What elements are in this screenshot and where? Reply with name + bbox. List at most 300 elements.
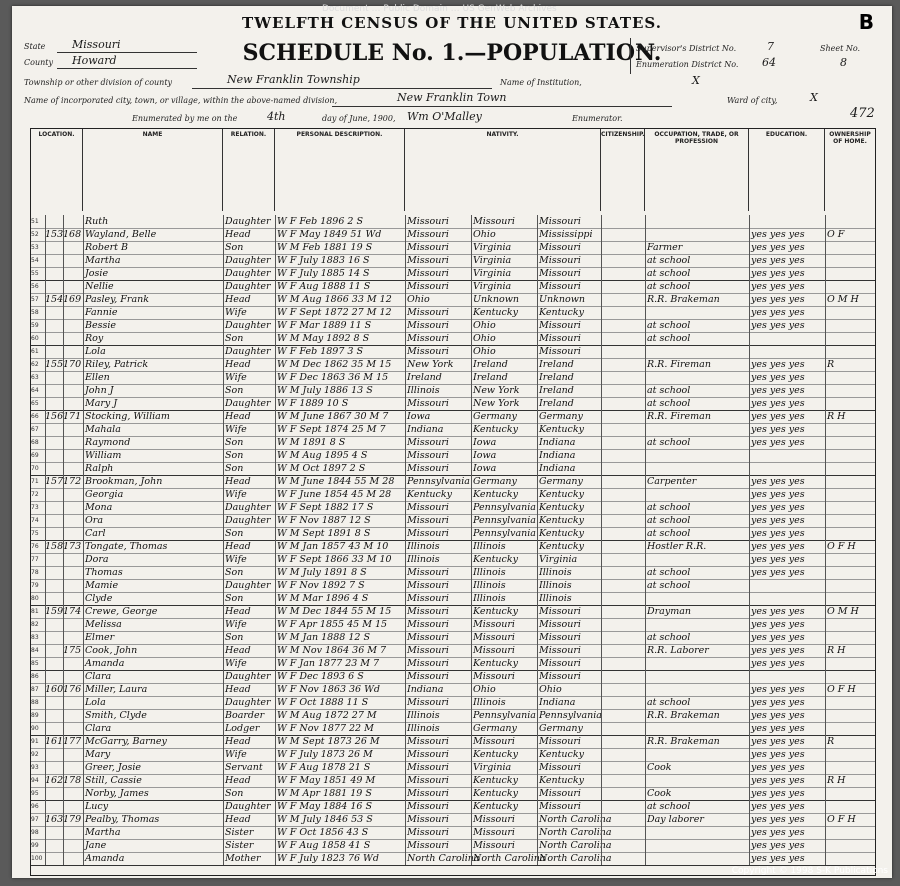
cell-b2: Kentucky	[473, 749, 518, 760]
cell-b2: Kentucky	[473, 424, 518, 435]
cell-desc: W F Dec 1893 6 S	[277, 671, 364, 682]
cell-line: 65	[31, 400, 39, 407]
cell-b1: Missouri	[407, 229, 449, 240]
cell-own	[827, 306, 875, 319]
cell-name: Ellen	[85, 372, 110, 383]
census-title: TWELFTH CENSUS OF THE UNITED STATES.	[242, 14, 662, 32]
cell-b3: Kentucky	[539, 502, 584, 513]
cell-edu: yes yes yes	[751, 827, 805, 838]
cell-name: Roy	[85, 333, 104, 344]
column-rule	[601, 215, 602, 865]
cell-desc: W M May 1892 8 S	[277, 333, 370, 344]
cell-name: Cook, John	[85, 645, 138, 656]
cell-desc: W M Mar 1896 4 S	[277, 593, 369, 604]
cell-name: Lola	[85, 697, 106, 708]
cell-occ: at school	[647, 437, 691, 448]
cell-line: 89	[31, 712, 39, 719]
cell-name: Josie	[85, 268, 109, 279]
cell-dw: 160	[45, 684, 64, 695]
cell-desc: W M Apr 1881 19 S	[277, 788, 372, 799]
cell-dw	[45, 501, 63, 514]
cell-b2: Kentucky	[473, 775, 518, 786]
cell-fam	[63, 631, 83, 644]
cell-own	[827, 852, 875, 865]
cell-rel: Head	[225, 645, 251, 656]
cell-b2: Iowa	[473, 450, 497, 461]
cell-b3: Indiana	[539, 463, 576, 474]
cell-occ: Cook	[647, 788, 672, 799]
cell-name: Clyde	[85, 593, 113, 604]
cell-b3: Missouri	[539, 736, 581, 747]
cell-rel: Head	[225, 359, 251, 370]
cell-line: 68	[31, 439, 39, 446]
cell-dw	[45, 579, 63, 592]
cell-b1: Missouri	[407, 528, 449, 539]
cell-line: 88	[31, 699, 39, 706]
cell-b3: Indiana	[539, 697, 576, 708]
cell-own	[827, 241, 875, 254]
cell-desc: W M July 1846 53 S	[277, 814, 373, 825]
cell-desc: W F Sept 1882 17 S	[277, 502, 374, 513]
cell-dw	[45, 267, 63, 280]
cell-dw	[45, 462, 63, 475]
cell-b3: Missouri	[539, 788, 581, 799]
cell-desc: W F Nov 1863 36 Wd	[277, 684, 380, 695]
cell-b2: Germany	[473, 411, 517, 422]
cell-b2: Missouri	[473, 814, 515, 825]
cell-edu	[751, 670, 825, 683]
cell-fam	[63, 761, 83, 774]
cell-name: John J	[85, 385, 114, 396]
cell-name: Ora	[85, 515, 103, 526]
cell-rel: Daughter	[225, 398, 271, 409]
cell-b2: Virginia	[473, 242, 512, 253]
cell-fam: 176	[63, 684, 82, 695]
cell-own	[827, 722, 875, 735]
cell-occ	[647, 839, 749, 852]
cell-edu: yes yes yes	[751, 801, 805, 812]
cell-occ	[647, 774, 749, 787]
township-value: New Franklin Township	[227, 73, 360, 86]
cell-rel: Daughter	[225, 671, 271, 682]
cell-fam	[63, 553, 83, 566]
cell-own: R	[827, 359, 835, 370]
cell-dw	[45, 254, 63, 267]
cell-dw	[45, 670, 63, 683]
page-corner-number: 472	[850, 106, 875, 121]
cell-name: Mary J	[85, 398, 118, 409]
cell-name: Fannie	[85, 307, 118, 318]
cell-line: 93	[31, 764, 39, 771]
cell-rel: Head	[225, 775, 251, 786]
cell-b1: Illinois	[407, 723, 440, 734]
cell-b2: Illinois	[473, 567, 506, 578]
cell-fam	[63, 839, 83, 852]
column-rule	[223, 215, 224, 865]
cell-b1: Missouri	[407, 801, 449, 812]
cell-edu: yes yes yes	[751, 853, 805, 864]
cell-edu: yes yes yes	[751, 255, 805, 266]
enumeration-label: Enumeration District No.	[636, 60, 739, 69]
cell-fam	[63, 579, 83, 592]
cell-own	[827, 501, 875, 514]
cell-rel: Daughter	[225, 268, 271, 279]
institution-value: X	[692, 74, 700, 87]
cell-fam: 175	[63, 645, 82, 656]
cell-desc: W M Sept 1891 8 S	[277, 528, 371, 539]
cell-dw	[45, 852, 63, 865]
cell-b3: North Carolina	[539, 853, 612, 864]
cell-line: 62	[31, 361, 39, 368]
cell-rel: Daughter	[225, 515, 271, 526]
cell-occ	[647, 306, 749, 319]
cell-fam	[63, 748, 83, 761]
cell-edu: yes yes yes	[751, 242, 805, 253]
cell-name: Pealby, Thomas	[85, 814, 160, 825]
cell-edu: yes yes yes	[751, 658, 805, 669]
cell-fam	[63, 709, 83, 722]
cell-b1: Kentucky	[407, 489, 452, 500]
cell-own	[827, 319, 875, 332]
cell-own	[827, 384, 875, 397]
cell-edu: yes yes yes	[751, 268, 805, 279]
sheet-no-label: Sheet No.	[820, 44, 861, 53]
cell-fam	[63, 306, 83, 319]
cell-occ: at school	[647, 268, 691, 279]
cell-name: Greer, Josie	[85, 762, 141, 773]
cell-rel: Daughter	[225, 320, 271, 331]
cell-desc: W F Feb 1897 3 S	[277, 346, 363, 357]
cell-occ	[647, 423, 749, 436]
cell-name: Ralph	[85, 463, 114, 474]
cell-dw	[45, 488, 63, 501]
cell-edu: yes yes yes	[751, 437, 805, 448]
cell-b1: Missouri	[407, 632, 449, 643]
cell-line: 64	[31, 387, 39, 394]
cell-own	[827, 527, 875, 540]
cell-b3: Missouri	[539, 333, 581, 344]
cell-name: Lola	[85, 346, 106, 357]
cell-name: William	[85, 450, 122, 461]
cell-occ	[647, 683, 749, 696]
cell-line: 90	[31, 725, 39, 732]
cell-own	[827, 592, 875, 605]
cell-b3: Kentucky	[539, 541, 584, 552]
cell-occ	[647, 488, 749, 501]
cell-rel: Sister	[225, 827, 254, 838]
cell-b2: Pennsylvania	[473, 515, 536, 526]
cell-rel: Lodger	[225, 723, 260, 734]
cell-b2: Ohio	[473, 229, 496, 240]
cell-own	[827, 748, 875, 761]
cell-edu: yes yes yes	[751, 398, 805, 409]
cell-occ	[647, 228, 749, 241]
cell-b3: Missouri	[539, 632, 581, 643]
cell-b3: North Carolina	[539, 840, 612, 851]
cell-b1: Illinois	[407, 554, 440, 565]
cell-fam	[63, 462, 83, 475]
cell-desc: W F 1889 10 S	[277, 398, 349, 409]
cell-line: 52	[31, 231, 39, 238]
cell-edu	[751, 579, 825, 592]
cell-fam	[63, 657, 83, 670]
cell-line: 82	[31, 621, 39, 628]
column-rule	[405, 215, 406, 865]
cell-b2: Kentucky	[473, 801, 518, 812]
cell-line: 81	[31, 608, 39, 615]
cell-fam: 179	[63, 814, 82, 825]
cell-name: Riley, Patrick	[85, 359, 149, 370]
cell-own: R H	[827, 775, 846, 786]
cell-occ	[647, 449, 749, 462]
cell-rel: Son	[225, 333, 244, 344]
cell-name: Mahala	[85, 424, 121, 435]
cell-rel: Wife	[225, 619, 247, 630]
cell-own	[827, 631, 875, 644]
cell-occ: at school	[647, 255, 691, 266]
cell-b2: Kentucky	[473, 307, 518, 318]
column-rule	[645, 215, 646, 865]
cell-fam	[63, 566, 83, 579]
cell-name: Melissa	[85, 619, 122, 630]
cell-dw: 161	[45, 736, 64, 747]
column-rule	[63, 215, 64, 865]
cell-own: O F H	[827, 684, 856, 695]
cell-rel: Servant	[225, 762, 263, 773]
cell-b3: Missouri	[539, 658, 581, 669]
cell-rel: Wife	[225, 372, 247, 383]
cell-dw	[45, 371, 63, 384]
cell-dw	[45, 215, 63, 228]
cell-edu	[751, 592, 825, 605]
cell-line: 53	[31, 244, 39, 251]
cell-line: 72	[31, 491, 39, 498]
cell-line: 76	[31, 543, 39, 550]
cell-fam	[63, 384, 83, 397]
cell-b2: North Carolina	[473, 853, 546, 864]
cell-occ: at school	[647, 320, 691, 331]
cell-line: 100	[31, 855, 43, 862]
cell-name: Tongate, Thomas	[85, 541, 168, 552]
cell-own	[827, 345, 875, 358]
cell-line: 83	[31, 634, 39, 641]
cell-b3: Ireland	[539, 359, 574, 370]
cell-dw: 159	[45, 606, 64, 617]
cell-occ: Hostler R.R.	[647, 541, 707, 552]
institution-label: Name of Institution,	[500, 78, 582, 87]
cell-edu: yes yes yes	[751, 697, 805, 708]
cell-own	[827, 709, 875, 722]
cell-b3: Illinois	[539, 580, 572, 591]
cell-occ: at school	[647, 801, 691, 812]
cell-edu: yes yes yes	[751, 294, 805, 305]
cell-name: Robert B	[85, 242, 128, 253]
cell-fam: 177	[63, 736, 82, 747]
cell-own	[827, 618, 875, 631]
cell-line: 56	[31, 283, 39, 290]
cell-b1: Missouri	[407, 736, 449, 747]
county-label: County	[24, 58, 53, 67]
cell-occ	[647, 553, 749, 566]
cell-fam	[63, 488, 83, 501]
cell-b2: Missouri	[473, 619, 515, 630]
cell-name: Jane	[85, 840, 107, 851]
cell-b3: Kentucky	[539, 307, 584, 318]
cell-fam	[63, 787, 83, 800]
cell-occ: at school	[647, 567, 691, 578]
cell-name: Norby, James	[85, 788, 149, 799]
cell-line: 86	[31, 673, 39, 680]
cell-b3: Kentucky	[539, 489, 584, 500]
cell-edu: yes yes yes	[751, 645, 805, 656]
column-rule	[471, 215, 472, 865]
cell-b2: Pennsylvania	[473, 528, 536, 539]
cell-own	[827, 839, 875, 852]
cell-b3: Missouri	[539, 671, 581, 682]
cell-b2: Kentucky	[473, 489, 518, 500]
cell-b2: Missouri	[473, 840, 515, 851]
col-location: LOCATION.	[31, 129, 83, 211]
cell-dw	[45, 696, 63, 709]
cell-b2: Iowa	[473, 437, 497, 448]
col-name: NAME	[83, 129, 223, 211]
copyright-notice: Copyright © 1998 S-K Publications	[731, 866, 888, 876]
cell-name: Nellie	[85, 281, 114, 292]
cell-dw	[45, 722, 63, 735]
cell-b2: Missouri	[473, 216, 515, 227]
cell-rel: Head	[225, 294, 251, 305]
cell-b3: Kentucky	[539, 775, 584, 786]
cell-edu: yes yes yes	[751, 489, 805, 500]
cell-edu: yes yes yes	[751, 541, 805, 552]
cell-b3: Missouri	[539, 762, 581, 773]
cell-b3: Missouri	[539, 268, 581, 279]
cell-fam	[63, 332, 83, 345]
sheet-no-value: 8	[840, 56, 847, 69]
cell-b3: Kentucky	[539, 749, 584, 760]
cell-own	[827, 761, 875, 774]
cell-rel: Son	[225, 242, 244, 253]
cell-line: 71	[31, 478, 39, 485]
cell-b1: Illinois	[407, 385, 440, 396]
cell-b3: Missouri	[539, 801, 581, 812]
cell-fam: 169	[63, 294, 82, 305]
cell-line: 85	[31, 660, 39, 667]
state-value: Missouri	[72, 38, 121, 51]
cell-rel: Daughter	[225, 255, 271, 266]
cell-desc: W F Oct 1856 43 S	[277, 827, 369, 838]
cell-dw	[45, 553, 63, 566]
state-label: State	[24, 42, 46, 51]
cell-dw	[45, 280, 63, 293]
cell-b1: Missouri	[407, 281, 449, 292]
cell-dw	[45, 241, 63, 254]
cell-dw: 162	[45, 775, 64, 786]
cell-rel: Wife	[225, 424, 247, 435]
cell-dw: 157	[45, 476, 64, 487]
cell-fam	[63, 618, 83, 631]
cell-b2: New York	[473, 398, 520, 409]
cell-fam	[63, 254, 83, 267]
cell-dw	[45, 527, 63, 540]
cell-fam	[63, 527, 83, 540]
cell-b2: Missouri	[473, 645, 515, 656]
cell-b2: Virginia	[473, 268, 512, 279]
cell-rel: Daughter	[225, 216, 271, 227]
cell-occ: at school	[647, 580, 691, 591]
cell-occ: Farmer	[647, 242, 683, 253]
cell-desc: W F July 1873 26 M	[277, 749, 373, 760]
cell-b1: Missouri	[407, 437, 449, 448]
cell-occ	[647, 670, 749, 683]
cell-b1: Missouri	[407, 216, 449, 227]
cell-b3: North Carolina	[539, 814, 612, 825]
cell-fam	[63, 241, 83, 254]
cell-rel: Head	[225, 476, 251, 487]
cell-b3: Illinois	[539, 567, 572, 578]
cell-line: 98	[31, 829, 39, 836]
cell-edu: yes yes yes	[751, 385, 805, 396]
cell-desc: W F May 1849 51 Wd	[277, 229, 382, 240]
cell-desc: W M Dec 1844 55 M 15	[277, 606, 392, 617]
col-occupation: OCCUPATION, TRADE, OR PROFESSION	[645, 129, 749, 211]
cell-b1: Missouri	[407, 840, 449, 851]
cell-line: 70	[31, 465, 39, 472]
cell-rel: Head	[225, 541, 251, 552]
cell-fam: 170	[63, 359, 82, 370]
cell-b1: Missouri	[407, 333, 449, 344]
cell-rel: Daughter	[225, 580, 271, 591]
cell-b3: Missouri	[539, 645, 581, 656]
cell-edu: yes yes yes	[751, 411, 805, 422]
cell-rel: Head	[225, 411, 251, 422]
cell-b1: Indiana	[407, 684, 444, 695]
cell-desc: W F Aug 1858 41 S	[277, 840, 371, 851]
cell-b2: Pennsylvania	[473, 502, 536, 513]
cell-line: 94	[31, 777, 39, 784]
cell-fam	[63, 592, 83, 605]
cell-desc: W M Sept 1873 26 M	[277, 736, 380, 747]
cell-b1: Missouri	[407, 320, 449, 331]
cell-rel: Daughter	[225, 281, 271, 292]
cell-b3: Germany	[539, 476, 583, 487]
cell-name: Clara	[85, 723, 112, 734]
cell-b3: Germany	[539, 411, 583, 422]
cell-edu: yes yes yes	[751, 359, 805, 370]
ward-label: Ward of city,	[727, 96, 778, 105]
cell-rel: Daughter	[225, 697, 271, 708]
cell-fam	[63, 215, 83, 228]
cell-desc: W M July 1891 8 S	[277, 567, 367, 578]
cell-dw: 155	[45, 359, 64, 370]
cell-line: 87	[31, 686, 39, 693]
cell-name: Smith, Clyde	[85, 710, 147, 721]
cell-b1: Indiana	[407, 424, 444, 435]
cell-name: Pasley, Frank	[85, 294, 149, 305]
cell-occ	[647, 371, 749, 384]
cell-desc: W F May 1884 16 S	[277, 801, 372, 812]
cell-b1: Missouri	[407, 606, 449, 617]
cell-line: 67	[31, 426, 39, 433]
cell-own: R H	[827, 411, 846, 422]
cell-edu: yes yes yes	[751, 307, 805, 318]
cell-edu: yes yes yes	[751, 320, 805, 331]
cell-edu: yes yes yes	[751, 788, 805, 799]
cell-fam	[63, 436, 83, 449]
cell-edu: yes yes yes	[751, 684, 805, 695]
cell-name: Ruth	[85, 216, 109, 227]
cell-b1: Iowa	[407, 411, 431, 422]
